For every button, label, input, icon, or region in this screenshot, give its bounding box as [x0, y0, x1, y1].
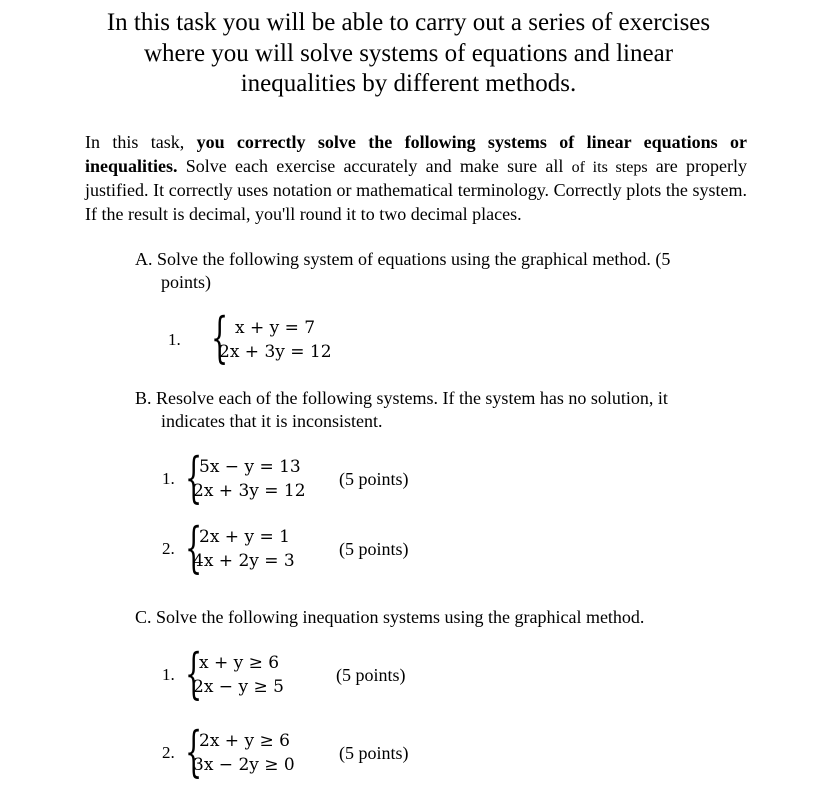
c-item-1-number: 1.: [162, 665, 175, 684]
b-item-2-points: (5 points): [339, 539, 409, 559]
b-item-1-eq-2: 2x + 3y = 12: [193, 481, 306, 501]
c-item-2-number: 2.: [162, 743, 175, 762]
section-b-heading: [135, 387, 668, 431]
b-item-2-eq-2: 4x + 2y = 3: [193, 551, 295, 571]
a-item-1-eq-1: x + y = 7: [235, 318, 316, 338]
title-line-1: In this task you will be able to carry out a series of exercises: [106, 9, 711, 36]
page-title: [0, 8, 817, 100]
a-item-1-number: 1.: [168, 330, 181, 349]
intro-rest-a: Solve each exercise accurately and make sure all: [185, 155, 564, 176]
c-item-2-eq-2: 3x − 2y ≥ 0: [193, 755, 295, 775]
b-item-1-eq-1: 5x − y = 13: [199, 457, 301, 477]
section-a-line-1: A. Solve the following system of equations using the graphical method. (5: [135, 249, 671, 269]
intro-rest-b: are properly justified. It correctly uses notation or mathematical terminology. Correctly plots the system. If the result is decimal, you'll round it to two decimal places.: [85, 155, 747, 224]
b-item-2-number: 2.: [162, 539, 175, 558]
title-line-2: where you will solve systems of equations and linear: [143, 39, 674, 67]
c-item-2-eq-1: 2x + y ≥ 6: [199, 731, 290, 751]
b-item-1-brace: {: [185, 446, 203, 509]
section-b-line-1: B. Resolve each of the following systems. If the system has no solution, it: [135, 388, 668, 408]
c-item-1-brace: {: [185, 642, 203, 705]
b-item-2-brace: {: [185, 516, 203, 579]
c-item-2-brace: {: [185, 720, 203, 783]
intro-paragraph: [85, 131, 747, 226]
section-b-line-2: indicates that it is inconsistent.: [161, 411, 383, 431]
b-item-1-number: 1.: [162, 469, 175, 488]
c-item-1-eq-1: x + y ≥ 6: [199, 653, 280, 673]
intro-rest-small: of its steps: [571, 158, 648, 176]
c-item-1-eq-2: 2x − y ≥ 5: [193, 677, 284, 697]
title-line-3: inequalities by different methods.: [240, 70, 577, 97]
b-item-2-eq-1: 2x + y = 1: [199, 527, 290, 547]
section-a-heading: [135, 248, 671, 292]
intro-bold: you correctly solve the following systems of linear equations or inequalities.: [85, 132, 748, 176]
section-a-line-2: points): [161, 272, 212, 292]
a-item-1-eq-2: 2x + 3y = 12: [219, 342, 332, 362]
a-item-1-brace: {: [211, 306, 229, 369]
c-item-2-points: (5 points): [339, 743, 409, 763]
intro-lead: In this task,: [85, 132, 185, 152]
b-item-1-points: (5 points): [339, 469, 409, 489]
c-item-1-points: (5 points): [336, 665, 406, 685]
section-c-heading: C. Solve the following inequation systems using the graphical method.: [135, 607, 645, 627]
